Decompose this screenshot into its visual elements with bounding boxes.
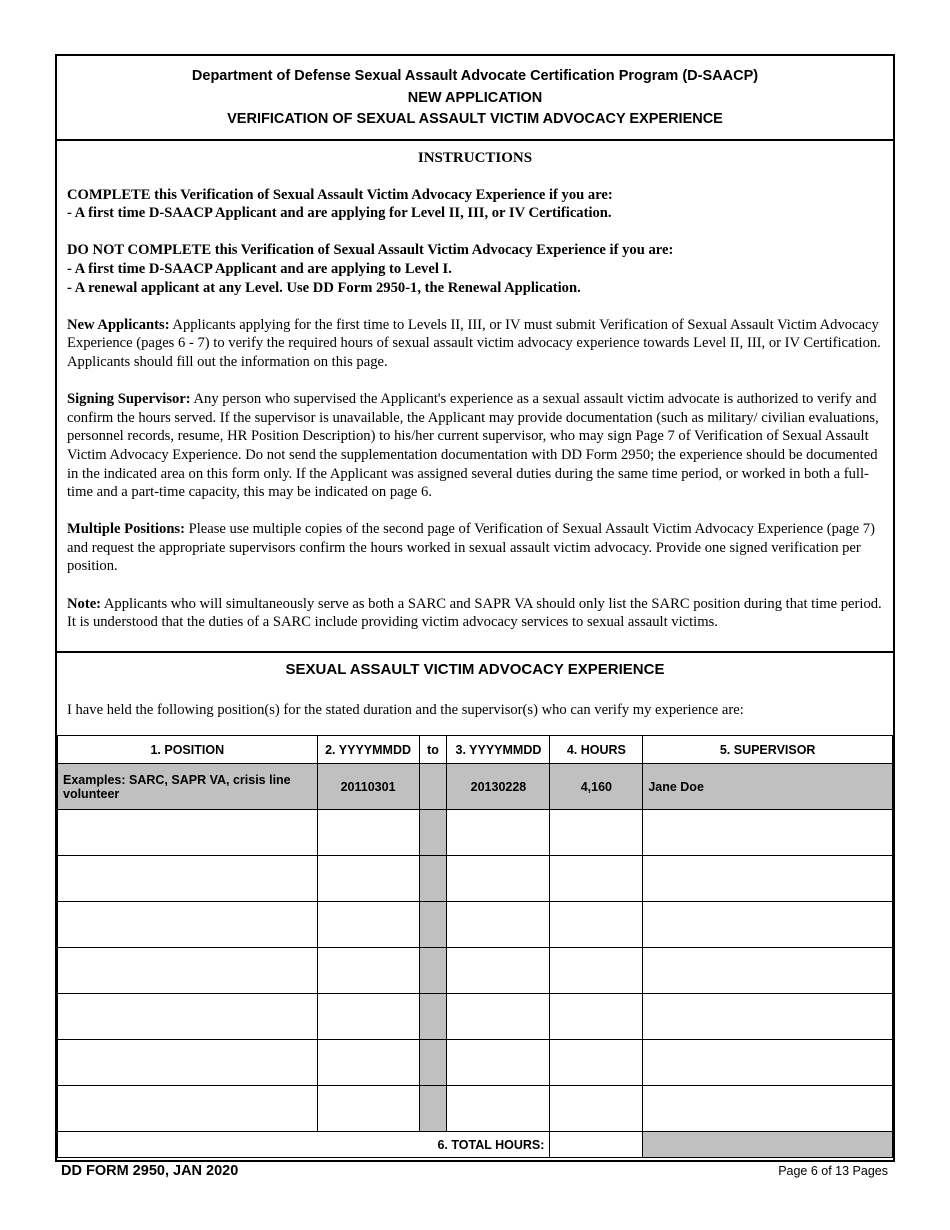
supervisor-field[interactable] — [643, 994, 893, 1040]
col-position-header: 1. POSITION — [58, 736, 318, 764]
complete-line-1: COMPLETE this Verification of Sexual Assault Victim Advocacy Experience if you are: — [67, 186, 613, 203]
position-field[interactable] — [58, 810, 318, 856]
end-date-field[interactable] — [447, 902, 550, 948]
multiple-positions-paragraph — [67, 520, 883, 576]
table-header-row — [58, 736, 893, 764]
table-row — [58, 994, 893, 1040]
example-supervisor: Jane Doe — [643, 764, 893, 810]
complete-block — [67, 186, 883, 223]
form-page — [55, 54, 895, 1162]
start-date-field[interactable] — [317, 1086, 419, 1132]
new-applicants-paragraph — [67, 316, 883, 372]
position-field[interactable] — [58, 902, 318, 948]
supervisor-field[interactable] — [643, 856, 893, 902]
multiple-positions-label: Multiple Positions: — [67, 521, 185, 538]
supervisor-field[interactable] — [643, 902, 893, 948]
page-number: Page 6 of 13 Pages — [778, 1164, 888, 1178]
hours-field[interactable] — [550, 902, 643, 948]
table-row — [58, 1040, 893, 1086]
col-supervisor-header: 5. SUPERVISOR — [643, 736, 893, 764]
hours-field[interactable] — [550, 948, 643, 994]
end-date-field[interactable] — [447, 1040, 550, 1086]
hours-field[interactable] — [550, 810, 643, 856]
col-end-date-header: 3. YYYYMMDD — [447, 736, 550, 764]
table-row — [58, 1086, 893, 1132]
start-date-field[interactable] — [317, 994, 419, 1040]
hours-field[interactable] — [550, 1086, 643, 1132]
hours-field[interactable] — [550, 1040, 643, 1086]
supervisor-field[interactable] — [643, 948, 893, 994]
start-date-field[interactable] — [317, 948, 419, 994]
table-row — [58, 902, 893, 948]
experience-intro: I have held the following position(s) for the stated duration and the supervisor(s) who can verify my experience are: — [67, 702, 744, 718]
signing-supervisor-paragraph — [67, 390, 883, 502]
total-row — [58, 1132, 893, 1158]
to-cell — [419, 902, 447, 948]
end-date-field[interactable] — [447, 856, 550, 902]
note-paragraph — [67, 595, 883, 632]
multiple-positions-text: Please use multiple copies of the second page of Verification of Sexual Assault Victim Advocacy Experience (page 7) and request the appropriate supervisors confirm the hours worked in sexual assault victim advocacy. Provide one signed verification per position. — [67, 521, 875, 575]
end-date-field[interactable] — [447, 1086, 550, 1132]
header-line-1: Department of Defense Sexual Assault Advocate Certification Program (D-SAACP) — [191, 68, 759, 84]
dnc-line-1: DO NOT COMPLETE this Verification of Sexual Assault Victim Advocacy Experience if you are: — [67, 242, 674, 259]
example-row — [58, 764, 893, 810]
to-cell — [419, 1086, 447, 1132]
to-cell — [419, 856, 447, 902]
position-field[interactable] — [58, 994, 318, 1040]
example-position: Examples: SARC, SAPR VA, crisis line volunteer — [58, 764, 318, 810]
end-date-field[interactable] — [447, 948, 550, 994]
position-field[interactable] — [58, 1040, 318, 1086]
end-date-field[interactable] — [447, 810, 550, 856]
to-cell — [419, 810, 447, 856]
instructions-section — [57, 141, 893, 653]
experience-table — [57, 735, 893, 1158]
col-start-date-header: 2. YYYYMMDD — [317, 736, 419, 764]
form-header — [57, 56, 893, 141]
table-row — [58, 856, 893, 902]
col-to-header: to — [419, 736, 447, 764]
to-cell — [419, 994, 447, 1040]
to-cell — [419, 948, 447, 994]
col-hours-header: 4. HOURS — [550, 736, 643, 764]
total-blank-cell — [643, 1132, 893, 1158]
start-date-field[interactable] — [317, 810, 419, 856]
position-field[interactable] — [58, 1086, 318, 1132]
example-hours: 4,160 — [550, 764, 643, 810]
signing-supervisor-label: Signing Supervisor: — [67, 391, 191, 408]
new-applicants-label: New Applicants: — [67, 316, 170, 333]
hours-field[interactable] — [550, 994, 643, 1040]
start-date-field[interactable] — [317, 1040, 419, 1086]
start-date-field[interactable] — [317, 902, 419, 948]
position-field[interactable] — [58, 948, 318, 994]
instructions-title: INSTRUCTIONS — [417, 150, 533, 166]
note-text: Applicants who will simultaneously serve as both a SARC and SAPR VA should only list the SARC position during that time period. It is understood that the duties of a SARC include providing victim advocacy services to sexual assault victims. — [67, 595, 882, 631]
supervisor-field[interactable] — [643, 1040, 893, 1086]
table-row — [58, 948, 893, 994]
dnc-line-3: - A renewal applicant at any Level. Use DD Form 2950-1, the Renewal Application. — [67, 279, 581, 296]
form-id: DD FORM 2950, JAN 2020 — [61, 1163, 239, 1179]
experience-title: SEXUAL ASSAULT VICTIM ADVOCACY EXPERIENCE — [285, 661, 665, 678]
example-end-date: 20130228 — [447, 764, 550, 810]
complete-line-2: - A first time D-SAACP Applicant and are applying for Level II, III, or IV Certification. — [67, 205, 612, 222]
supervisor-field[interactable] — [643, 810, 893, 856]
total-hours-field[interactable] — [550, 1132, 643, 1158]
dnc-line-2: - A first time D-SAACP Applicant and are applying to Level I. — [67, 260, 452, 277]
note-label: Note: — [67, 595, 102, 612]
example-to-cell — [419, 764, 447, 810]
total-hours-label: 6. TOTAL HOURS: — [58, 1132, 550, 1158]
to-cell — [419, 1040, 447, 1086]
new-applicants-text: Applicants applying for the first time to Levels II, III, or IV must submit Verification of Sexual Assault Victim Advocacy Experience (pages 6 - 7) to verify the required hours of sexual assault victim advocacy experience towards Level II, III, or IV Certification. Applicants should fill out the information on this page. — [67, 316, 881, 370]
do-not-complete-block — [67, 241, 883, 297]
position-field[interactable] — [58, 856, 318, 902]
signing-supervisor-text: Any person who supervised the Applicant's experience as a sexual assault victim advocate is authorized to verify and confirm the hours served. If the supervisor is unavailable, the Applicant may provide documentation (such as military/ civilian evaluations, personnel records, resume, HR Position Description) to his/her current supervisor, who may sign Page 7 of Verification of Sexual Assault Victim Advocacy Experience. Do not send the supplementation documentation with DD Form 2950; the experience should be documented in the indicated area on this form only. If the Applicant was assigned several duties during the same time period, or worked in both a full-time and a part-time capacity, this may be indicated on page 6. — [67, 391, 879, 501]
start-date-field[interactable] — [317, 856, 419, 902]
header-line-2: NEW APPLICATION — [407, 89, 543, 106]
example-start-date: 20110301 — [317, 764, 419, 810]
supervisor-field[interactable] — [643, 1086, 893, 1132]
end-date-field[interactable] — [447, 994, 550, 1040]
hours-field[interactable] — [550, 856, 643, 902]
header-line-3: VERIFICATION OF SEXUAL ASSAULT VICTIM ADVOCACY EXPERIENCE — [227, 111, 723, 127]
table-row — [58, 810, 893, 856]
